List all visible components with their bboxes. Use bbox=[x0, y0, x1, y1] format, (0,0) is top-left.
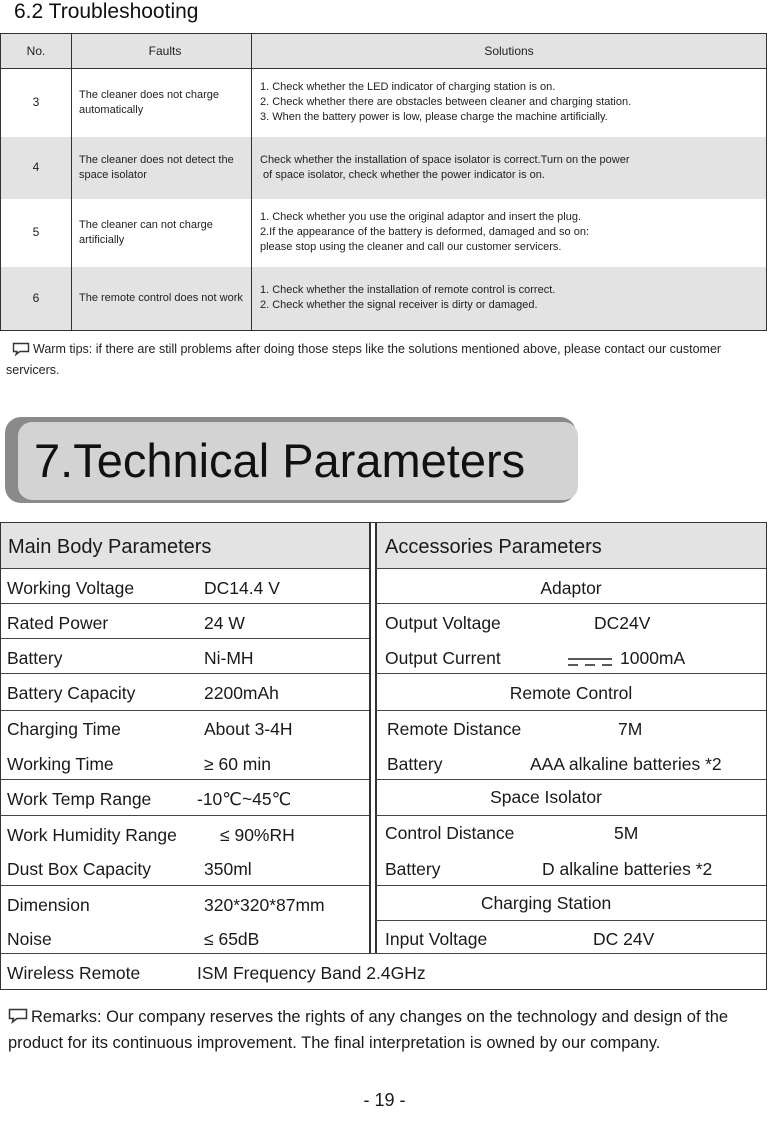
table-row bbox=[1, 137, 767, 199]
param-label: Battery bbox=[387, 754, 443, 774]
accessories-header: Accessories Parameters bbox=[385, 536, 602, 558]
divider bbox=[369, 523, 371, 953]
warm-tip-text: Warm tips: if there are still problems after doing those steps like the solutions mentioned above, please contact our customer servicers. bbox=[6, 342, 722, 377]
section-title-troubleshooting: 6.2 Troubleshooting bbox=[14, 0, 199, 23]
dc-symbol-icon bbox=[567, 652, 613, 673]
divider bbox=[1, 885, 369, 886]
row-number: 4 bbox=[1, 137, 72, 199]
param-label: Dimension bbox=[7, 895, 90, 915]
divider bbox=[1, 815, 369, 816]
param-label: Control Distance bbox=[385, 823, 515, 843]
header-no: No. bbox=[1, 34, 72, 69]
param-value: 320*320*87mm bbox=[204, 895, 325, 915]
param-value: 5M bbox=[614, 823, 639, 843]
fault-text: The cleaner does not detect the space isolator bbox=[72, 137, 252, 199]
param-label: Battery Capacity bbox=[7, 683, 136, 703]
speech-bubble-icon bbox=[12, 342, 30, 361]
divider bbox=[376, 815, 766, 816]
divider bbox=[1, 953, 766, 954]
solution-text: 1. Check whether you use the original adaptor and insert the plug. 2.If the appearance of the battery is deformed, damaged and so on: please stop using the cleaner and call our customer servicers. bbox=[260, 211, 589, 253]
divider bbox=[1, 710, 369, 711]
param-value: DC24V bbox=[594, 613, 651, 633]
accessory-group-title: Remote Control bbox=[509, 683, 633, 703]
divider bbox=[376, 779, 766, 780]
divider bbox=[376, 885, 766, 886]
table-row bbox=[1, 199, 767, 267]
main-body-header: Main Body Parameters bbox=[8, 536, 212, 558]
param-label: Remote Distance bbox=[387, 719, 522, 739]
param-value: -10℃~45℃ bbox=[197, 789, 292, 809]
divider bbox=[1, 603, 369, 604]
param-label: Working Time bbox=[7, 754, 114, 774]
param-label: Charging Time bbox=[7, 719, 121, 739]
param-value: 24 W bbox=[204, 613, 245, 633]
header-solutions: Solutions bbox=[252, 34, 767, 69]
row-number: 6 bbox=[1, 267, 72, 331]
divider bbox=[1, 568, 369, 569]
table-row bbox=[1, 69, 767, 137]
accessory-group-title: Space Isolator bbox=[490, 787, 602, 807]
fault-text: The cleaner does not charge automatically bbox=[72, 69, 252, 137]
table-header-row bbox=[1, 34, 767, 69]
remarks-text: Remarks: Our company reserves the rights of any changes on the technology and design of the product for its continuous improvement. The final interpretation is owned by our company. bbox=[8, 1008, 729, 1052]
header-faults: Faults bbox=[72, 34, 252, 69]
fault-text: The cleaner can not charge artificially bbox=[72, 199, 252, 267]
solution-text: 1. Check whether the LED indicator of charging station is on. 2. Check whether there are obstacles between cleaner and charging station. 3. When the battery power is low, please charge the machine artificially. bbox=[260, 81, 632, 124]
divider bbox=[376, 568, 766, 569]
param-label: Output Current bbox=[385, 648, 501, 668]
param-label: Wireless Remote bbox=[7, 963, 141, 983]
param-label: Battery bbox=[7, 648, 63, 668]
parameters-table bbox=[0, 522, 767, 990]
param-value: ISM Frequency Band 2.4GHz bbox=[197, 963, 426, 983]
param-label: Input Voltage bbox=[385, 929, 488, 949]
param-label: Battery bbox=[385, 859, 441, 879]
solution-text: Check whether the installation of space isolator is correct.Turn on the power of space isolator, check whether the power indicator is on. bbox=[252, 137, 767, 199]
divider bbox=[376, 920, 766, 921]
param-value: AAA alkaline batteries *2 bbox=[530, 754, 722, 774]
param-value: About 3-4H bbox=[204, 719, 293, 739]
param-value: 350ml bbox=[204, 859, 252, 879]
param-label: Rated Power bbox=[7, 613, 109, 633]
divider bbox=[1, 779, 369, 780]
table-row bbox=[1, 267, 767, 331]
divider bbox=[1, 638, 369, 639]
param-label: Output Voltage bbox=[385, 613, 501, 633]
row-number: 3 bbox=[1, 69, 72, 137]
param-label: Noise bbox=[7, 929, 52, 949]
param-value: ≤ 90%RH bbox=[220, 825, 295, 845]
divider bbox=[1, 673, 369, 674]
row-number: 5 bbox=[1, 199, 72, 267]
remarks bbox=[8, 1006, 768, 1055]
param-value: 2200mAh bbox=[204, 683, 279, 703]
param-value: ≥ 60 min bbox=[204, 754, 271, 774]
param-label: Working Voltage bbox=[7, 578, 135, 598]
warm-tip bbox=[6, 340, 766, 379]
section-title-technical: 7.Technical Parameters bbox=[18, 422, 578, 500]
divider bbox=[376, 673, 766, 674]
param-label: Dust Box Capacity bbox=[7, 859, 151, 879]
param-value: DC 24V bbox=[593, 929, 655, 949]
param-value: ≤ 65dB bbox=[204, 929, 260, 949]
param-label: Work Temp Range bbox=[7, 789, 152, 809]
page-number: - 19 - bbox=[363, 1090, 406, 1110]
troubleshooting-table bbox=[0, 33, 767, 331]
divider bbox=[376, 603, 766, 604]
param-value: 7M bbox=[618, 719, 643, 739]
divider bbox=[376, 710, 766, 711]
fault-text: The remote control does not work bbox=[72, 267, 252, 331]
solution-text: 1. Check whether the installation of remote control is correct. 2. Check whether the signal receiver is dirty or damaged. bbox=[252, 267, 767, 331]
speech-bubble-icon bbox=[8, 1008, 28, 1032]
param-value: D alkaline batteries *2 bbox=[542, 859, 713, 879]
param-label: Work Humidity Range bbox=[7, 825, 177, 845]
param-value: Ni-MH bbox=[204, 648, 254, 668]
param-value: 1000mA bbox=[620, 648, 686, 668]
param-value: DC14.4 V bbox=[204, 578, 280, 598]
accessory-group-title: Adaptor bbox=[540, 578, 602, 598]
accessory-group-title: Charging Station bbox=[480, 893, 612, 913]
